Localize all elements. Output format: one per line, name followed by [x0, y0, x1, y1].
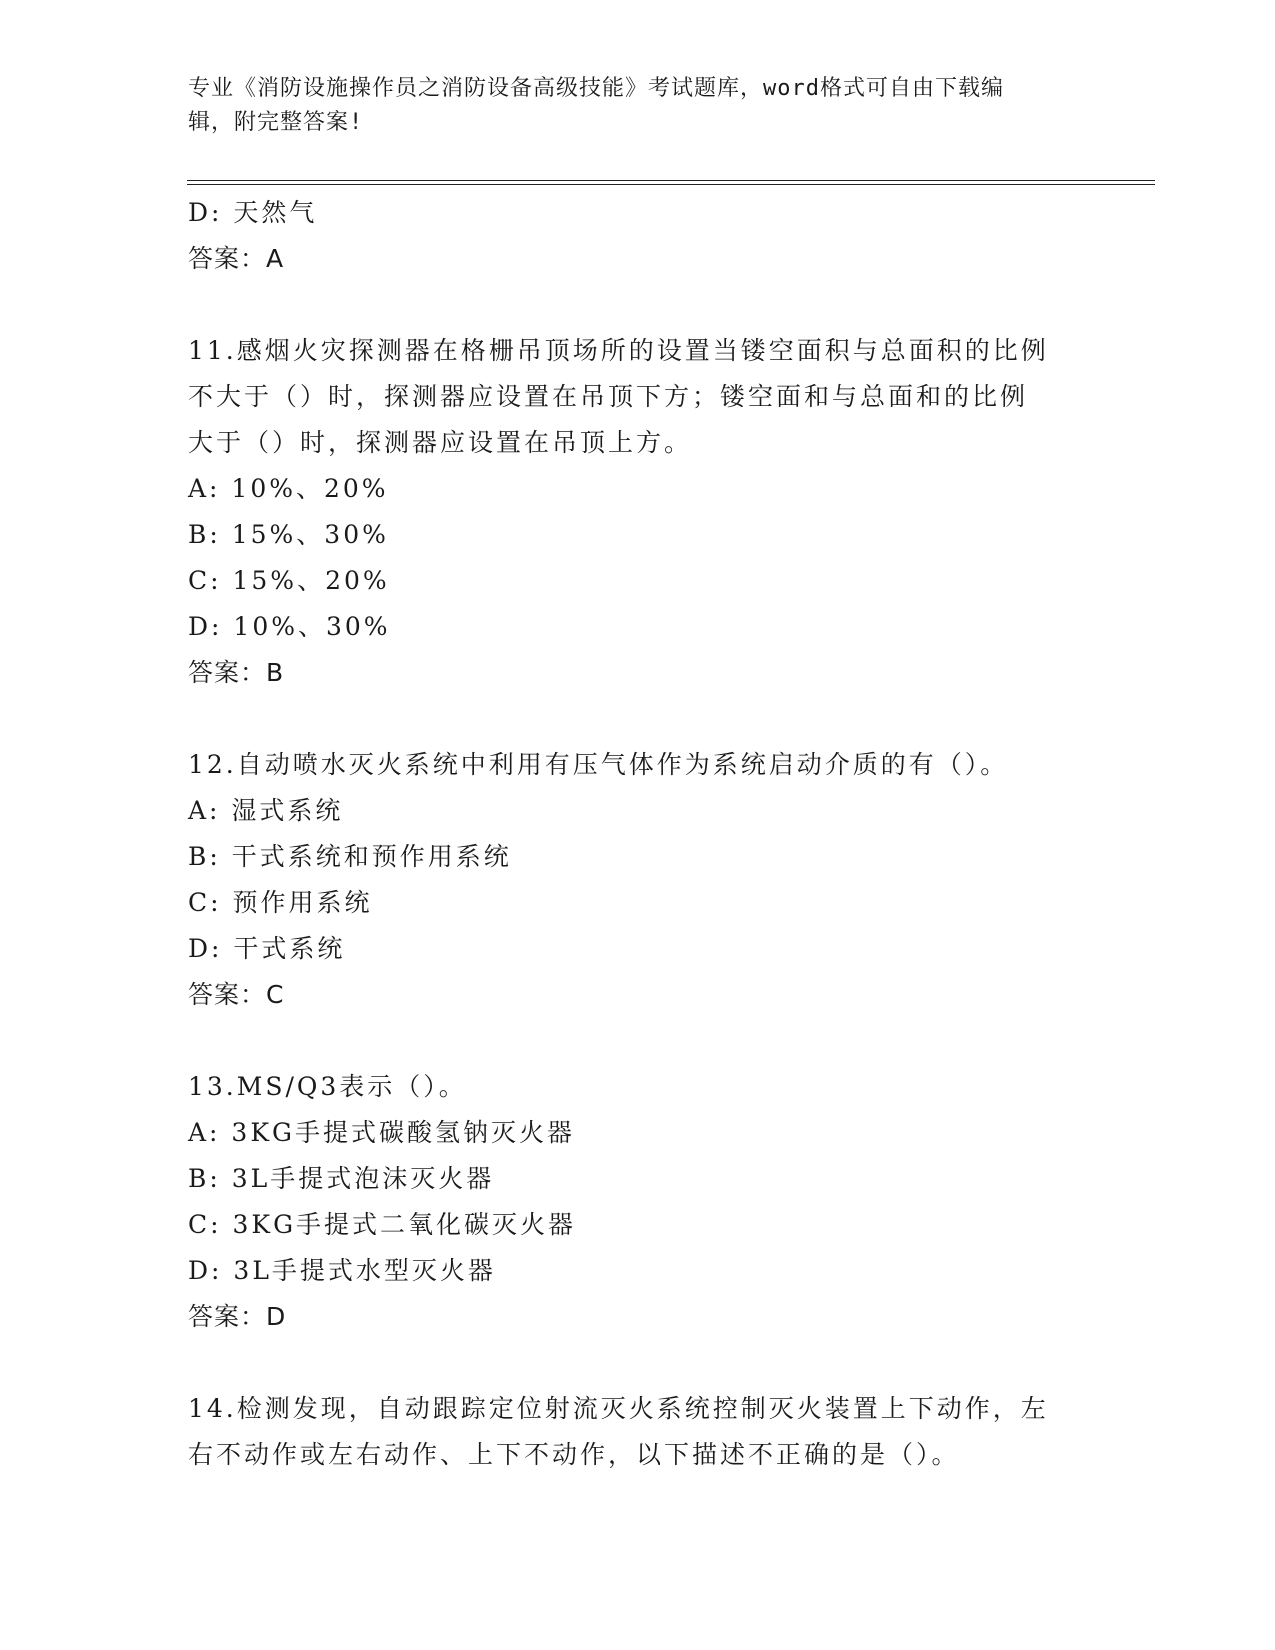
question-text: 大于（）时，探测器应设置在吊顶上方。	[188, 428, 693, 457]
question-text: 右不动作或左右动作、上下不动作，以下描述不正确的是（）。	[188, 1440, 960, 1469]
option-d: D: 10%、30%	[188, 612, 391, 641]
question-text: 13.MS/Q3表示（）。	[188, 1072, 467, 1101]
option-c: C: 3KG手提式二氧化碳灭火器	[188, 1210, 577, 1239]
question-text: 11.感烟火灾探测器在格栅吊顶场所的设置当镂空面积与总面积的比例	[188, 336, 1049, 365]
answer-line: 答案：C	[188, 980, 285, 1009]
option-c: C: 预作用系统	[188, 888, 373, 917]
option-c: C: 15%、20%	[188, 566, 390, 595]
question-text: 14.检测发现，自动跟踪定位射流灭火系统控制灭火装置上下动作，左	[188, 1394, 1049, 1423]
option-b: B: 3L手提式泡沫灭火器	[188, 1164, 495, 1193]
option-a: A: 10%、20%	[188, 474, 389, 503]
question-11	[188, 328, 1088, 696]
option-d: D: 天然气	[188, 198, 318, 227]
option-d: D: 3L手提式水型灭火器	[188, 1256, 496, 1285]
question-13	[188, 1064, 1088, 1340]
option-a: A: 3KG手提式碳酸氢钠灭火器	[188, 1118, 575, 1147]
answer-line: 答案：B	[188, 658, 285, 687]
answer-line: 答案：A	[188, 244, 285, 273]
question-text: 不大于（）时，探测器应设置在吊顶下方；镂空面和与总面和的比例	[188, 382, 1029, 411]
header-line-1: 专业《消防设施操作员之消防设备高级技能》考试题库，word格式可自由下载编	[188, 76, 1004, 101]
header-divider-top	[187, 180, 1155, 181]
header-divider-bottom	[187, 184, 1155, 185]
answer-line: 答案：D	[188, 1302, 287, 1331]
option-b: B: 干式系统和预作用系统	[188, 842, 512, 871]
question-text: 12.自动喷水灭火系统中利用有压气体作为系统启动介质的有（）。	[188, 750, 1009, 779]
option-d: D: 干式系统	[188, 934, 346, 963]
option-a: A: 湿式系统	[188, 796, 344, 825]
question-12	[188, 742, 1088, 1018]
header-line-2: 辑，附完整答案!	[188, 110, 364, 135]
question-list	[188, 190, 1088, 1478]
option-b: B: 15%、30%	[188, 520, 389, 549]
document-header	[188, 72, 1088, 140]
question-14	[188, 1386, 1088, 1478]
